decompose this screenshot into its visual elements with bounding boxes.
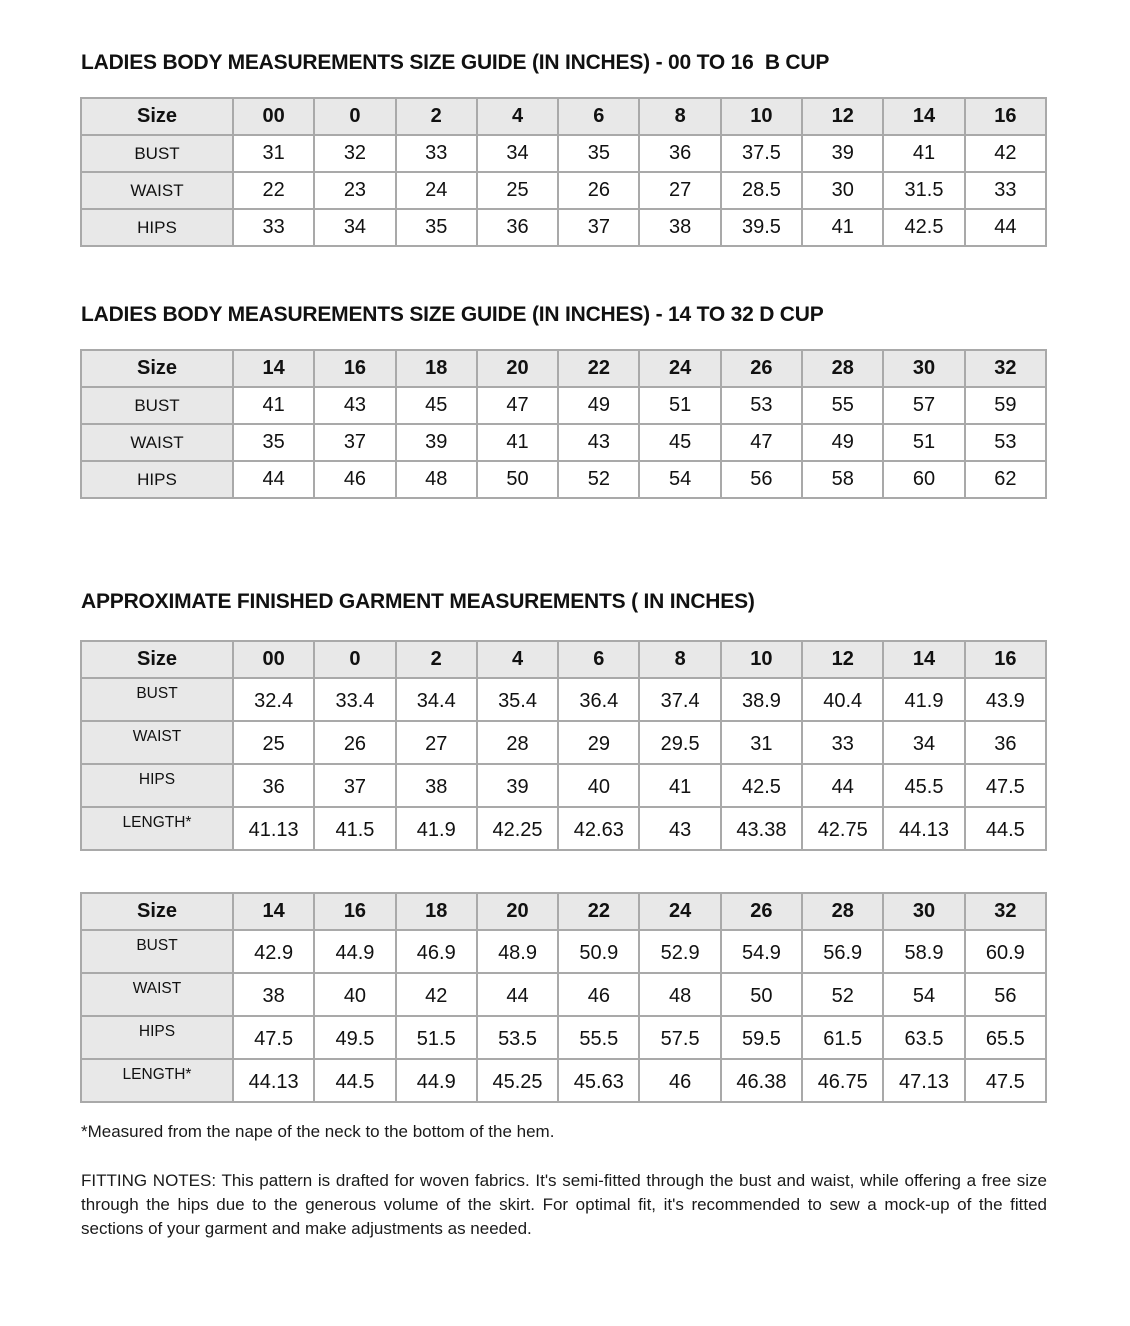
- table-row: [81, 424, 1046, 461]
- measurement-cell: 63.5: [883, 1016, 964, 1059]
- measurement-cell: 42.9: [233, 930, 314, 973]
- measurement-cell: 33: [396, 135, 477, 172]
- measurement-cell: 50.9: [558, 930, 639, 973]
- size-column-header: 14: [233, 350, 314, 387]
- measurement-cell: 56: [721, 461, 802, 498]
- table-row: [81, 1016, 1046, 1059]
- measurement-cell: 35: [396, 209, 477, 246]
- size-column-header: 14: [883, 98, 964, 135]
- measurement-cell: 26: [558, 172, 639, 209]
- measurement-cell: 34: [314, 209, 395, 246]
- measurement-cell: 54: [883, 973, 964, 1016]
- measurement-cell: 58.9: [883, 930, 964, 973]
- measurement-cell: 49: [558, 387, 639, 424]
- size-column-header: 12: [802, 98, 883, 135]
- table-row: [81, 209, 1046, 246]
- measurement-cell: 33: [233, 209, 314, 246]
- measurement-cell: 44: [965, 209, 1046, 246]
- measurement-cell: 41.5: [314, 807, 395, 850]
- measurement-cell: 51: [639, 387, 720, 424]
- measurement-cell: 38: [396, 764, 477, 807]
- measurement-cell: 31.5: [883, 172, 964, 209]
- measurement-cell: 44.5: [314, 1059, 395, 1102]
- row-label: LENGTH*: [81, 1059, 233, 1102]
- measurement-cell: 42: [396, 973, 477, 1016]
- measurement-cell: 41: [802, 209, 883, 246]
- measurement-cell: 39: [477, 764, 558, 807]
- size-column-header: 4: [477, 641, 558, 678]
- size-column-header: 16: [314, 893, 395, 930]
- measurement-cell: 42.5: [883, 209, 964, 246]
- table-row: [81, 135, 1046, 172]
- measurement-cell: 47.5: [965, 1059, 1046, 1102]
- measurement-cell: 33.4: [314, 678, 395, 721]
- measurement-cell: 29.5: [639, 721, 720, 764]
- table-row: [81, 764, 1046, 807]
- size-column-header: 2: [396, 98, 477, 135]
- size-column-header: 14: [883, 641, 964, 678]
- measurement-cell: 27: [639, 172, 720, 209]
- size-column-header: 24: [639, 350, 720, 387]
- measurement-cell: 44.5: [965, 807, 1046, 850]
- size-header-label: Size: [81, 893, 233, 930]
- measurement-cell: 50: [477, 461, 558, 498]
- measurement-cell: 53: [721, 387, 802, 424]
- measurement-cell: 43: [314, 387, 395, 424]
- section-title-body-d-cup: LADIES BODY MEASUREMENTS SIZE GUIDE (IN INCHES) - 14 TO 32 D CUP: [81, 303, 824, 326]
- measurement-cell: 45.25: [477, 1059, 558, 1102]
- measurement-cell: 29: [558, 721, 639, 764]
- measurement-cell: 38: [233, 973, 314, 1016]
- size-column-header: 14: [233, 893, 314, 930]
- measurement-cell: 47: [477, 387, 558, 424]
- table-row: [81, 1059, 1046, 1102]
- measurement-cell: 52.9: [639, 930, 720, 973]
- measurement-cell: 55: [802, 387, 883, 424]
- size-column-header: 0: [314, 98, 395, 135]
- measurement-cell: 49.5: [314, 1016, 395, 1059]
- measurement-cell: 41: [233, 387, 314, 424]
- measurement-cell: 46: [558, 973, 639, 1016]
- measurement-cell: 53.5: [477, 1016, 558, 1059]
- measurement-cell: 65.5: [965, 1016, 1046, 1059]
- measurement-cell: 52: [558, 461, 639, 498]
- measurement-cell: 44.9: [314, 930, 395, 973]
- measurement-cell: 47.5: [965, 764, 1046, 807]
- size-table-body-b-cup: [80, 97, 1047, 247]
- measurement-cell: 25: [477, 172, 558, 209]
- size-column-header: 26: [721, 350, 802, 387]
- row-label: WAIST: [81, 424, 233, 461]
- measurement-cell: 46.9: [396, 930, 477, 973]
- measurement-cell: 47.13: [883, 1059, 964, 1102]
- measurement-cell: 42.63: [558, 807, 639, 850]
- measurement-cell: 44: [477, 973, 558, 1016]
- measurement-cell: 34.4: [396, 678, 477, 721]
- measurement-cell: 42.25: [477, 807, 558, 850]
- size-column-header: 00: [233, 98, 314, 135]
- size-column-header: 12: [802, 641, 883, 678]
- measurement-cell: 56: [965, 973, 1046, 1016]
- measurement-cell: 36: [233, 764, 314, 807]
- measurement-cell: 43.38: [721, 807, 802, 850]
- measurement-cell: 36: [965, 721, 1046, 764]
- measurement-cell: 41.9: [883, 678, 964, 721]
- measurement-cell: 22: [233, 172, 314, 209]
- row-label: HIPS: [81, 461, 233, 498]
- table-row: [81, 973, 1046, 1016]
- measurement-cell: 37: [314, 764, 395, 807]
- measurement-cell: 35: [558, 135, 639, 172]
- measurement-cell: 32.4: [233, 678, 314, 721]
- measurement-cell: 37.5: [721, 135, 802, 172]
- measurement-cell: 56.9: [802, 930, 883, 973]
- size-column-header: 22: [558, 893, 639, 930]
- size-column-header: 2: [396, 641, 477, 678]
- measurement-cell: 48: [639, 973, 720, 1016]
- row-label: BUST: [81, 387, 233, 424]
- size-column-header: 24: [639, 893, 720, 930]
- measurement-cell: 43: [639, 807, 720, 850]
- row-label: BUST: [81, 930, 233, 973]
- section-title-garment: APPROXIMATE FINISHED GARMENT MEASUREMENTS ( IN INCHES): [81, 590, 755, 613]
- size-column-header: 30: [883, 893, 964, 930]
- measurement-cell: 45: [639, 424, 720, 461]
- measurement-cell: 44.13: [233, 1059, 314, 1102]
- size-column-header: 10: [721, 641, 802, 678]
- measurement-cell: 41: [477, 424, 558, 461]
- table-row: [81, 807, 1046, 850]
- size-column-header: 32: [965, 893, 1046, 930]
- measurement-cell: 59.5: [721, 1016, 802, 1059]
- measurement-cell: 37: [558, 209, 639, 246]
- measurement-cell: 37.4: [639, 678, 720, 721]
- measurement-cell: 46.75: [802, 1059, 883, 1102]
- measurement-cell: 23: [314, 172, 395, 209]
- measurement-cell: 35: [233, 424, 314, 461]
- size-column-header: 20: [477, 893, 558, 930]
- measurement-cell: 41: [883, 135, 964, 172]
- measurement-cell: 45.63: [558, 1059, 639, 1102]
- row-label: WAIST: [81, 172, 233, 209]
- measurement-cell: 28.5: [721, 172, 802, 209]
- size-column-header: 18: [396, 893, 477, 930]
- measurement-cell: 44: [233, 461, 314, 498]
- row-label: HIPS: [81, 209, 233, 246]
- measurement-cell: 48.9: [477, 930, 558, 973]
- measurement-cell: 39: [396, 424, 477, 461]
- measurement-cell: 46.38: [721, 1059, 802, 1102]
- measurement-cell: 46: [314, 461, 395, 498]
- measurement-cell: 46: [639, 1059, 720, 1102]
- table-row: [81, 678, 1046, 721]
- measurement-cell: 44: [802, 764, 883, 807]
- size-table-body-d-cup: [80, 349, 1047, 499]
- measurement-cell: 41.9: [396, 807, 477, 850]
- measurement-cell: 54: [639, 461, 720, 498]
- measurement-cell: 43: [558, 424, 639, 461]
- size-column-header: 4: [477, 98, 558, 135]
- table-row: [81, 721, 1046, 764]
- measurement-cell: 39.5: [721, 209, 802, 246]
- fitting-notes: FITTING NOTES: This pattern is drafted for woven fabrics. It's semi-fitted through the bust and waist, while offering a free size through the hips due to the generous volume of the skirt. For optimal fit, it's recommended to sew a mock-up of the fitted sections of your garment and make adjustments as needed.: [81, 1171, 1047, 1238]
- measurement-cell: 51: [883, 424, 964, 461]
- measurement-cell: 41.13: [233, 807, 314, 850]
- measurement-cell: 60.9: [965, 930, 1046, 973]
- size-column-header: 00: [233, 641, 314, 678]
- measurement-cell: 39: [802, 135, 883, 172]
- size-table-garment-14-32: [80, 892, 1047, 1103]
- measurement-cell: 49: [802, 424, 883, 461]
- measurement-cell: 36: [639, 135, 720, 172]
- measurement-cell: 36.4: [558, 678, 639, 721]
- row-label: BUST: [81, 135, 233, 172]
- measurement-cell: 34: [477, 135, 558, 172]
- measurement-cell: 38: [639, 209, 720, 246]
- table-row: [81, 461, 1046, 498]
- size-header-label: Size: [81, 98, 233, 135]
- measurement-cell: 24: [396, 172, 477, 209]
- section-title-body-b-cup: LADIES BODY MEASUREMENTS SIZE GUIDE (IN INCHES) - 00 TO 16 B CUP: [81, 51, 830, 74]
- measurement-cell: 37: [314, 424, 395, 461]
- measurement-cell: 32: [314, 135, 395, 172]
- measurement-cell: 62: [965, 461, 1046, 498]
- measurement-cell: 43.9: [965, 678, 1046, 721]
- measurement-cell: 38.9: [721, 678, 802, 721]
- row-label: LENGTH*: [81, 807, 233, 850]
- measurement-cell: 35.4: [477, 678, 558, 721]
- size-column-header: 6: [558, 641, 639, 678]
- measurement-cell: 52: [802, 973, 883, 1016]
- measurement-cell: 51.5: [396, 1016, 477, 1059]
- size-column-header: 16: [314, 350, 395, 387]
- table-row: [81, 387, 1046, 424]
- size-column-header: 28: [802, 893, 883, 930]
- size-column-header: 26: [721, 893, 802, 930]
- size-column-header: 18: [396, 350, 477, 387]
- size-column-header: 8: [639, 98, 720, 135]
- measurement-cell: 27: [396, 721, 477, 764]
- row-label: WAIST: [81, 973, 233, 1016]
- measurement-cell: 47.5: [233, 1016, 314, 1059]
- measurement-cell: 59: [965, 387, 1046, 424]
- measurement-cell: 25: [233, 721, 314, 764]
- row-label: HIPS: [81, 1016, 233, 1059]
- measurement-cell: 40.4: [802, 678, 883, 721]
- measurement-cell: 60: [883, 461, 964, 498]
- header-row: [81, 893, 1046, 930]
- measurement-cell: 40: [558, 764, 639, 807]
- measurement-cell: 28: [477, 721, 558, 764]
- size-column-header: 32: [965, 350, 1046, 387]
- measurement-cell: 48: [396, 461, 477, 498]
- measurement-cell: 57.5: [639, 1016, 720, 1059]
- size-column-header: 8: [639, 641, 720, 678]
- measurement-cell: 31: [721, 721, 802, 764]
- table-row: [81, 930, 1046, 973]
- size-column-header: 22: [558, 350, 639, 387]
- measurement-cell: 42.75: [802, 807, 883, 850]
- measurement-cell: 33: [802, 721, 883, 764]
- table-row: [81, 172, 1046, 209]
- size-table-garment-00-16: [80, 640, 1047, 851]
- row-label: WAIST: [81, 721, 233, 764]
- header-row: [81, 98, 1046, 135]
- size-header-label: Size: [81, 641, 233, 678]
- measurement-cell: 44.9: [396, 1059, 477, 1102]
- measurement-cell: 61.5: [802, 1016, 883, 1059]
- measurement-cell: 47: [721, 424, 802, 461]
- measurement-cell: 26: [314, 721, 395, 764]
- measurement-cell: 53: [965, 424, 1046, 461]
- header-row: [81, 641, 1046, 678]
- measurement-cell: 34: [883, 721, 964, 764]
- footnote: *Measured from the nape of the neck to the bottom of the hem.: [81, 1122, 555, 1141]
- size-column-header: 16: [965, 641, 1046, 678]
- size-column-header: 28: [802, 350, 883, 387]
- row-label: HIPS: [81, 764, 233, 807]
- measurement-cell: 40: [314, 973, 395, 1016]
- measurement-cell: 57: [883, 387, 964, 424]
- measurement-cell: 30: [802, 172, 883, 209]
- header-row: [81, 350, 1046, 387]
- measurement-cell: 54.9: [721, 930, 802, 973]
- measurement-cell: 33: [965, 172, 1046, 209]
- measurement-cell: 31: [233, 135, 314, 172]
- size-column-header: 16: [965, 98, 1046, 135]
- measurement-cell: 55.5: [558, 1016, 639, 1059]
- measurement-cell: 41: [639, 764, 720, 807]
- size-column-header: 30: [883, 350, 964, 387]
- size-column-header: 0: [314, 641, 395, 678]
- measurement-cell: 44.13: [883, 807, 964, 850]
- measurement-cell: 36: [477, 209, 558, 246]
- row-label: BUST: [81, 678, 233, 721]
- measurement-cell: 45: [396, 387, 477, 424]
- size-column-header: 6: [558, 98, 639, 135]
- size-column-header: 20: [477, 350, 558, 387]
- measurement-cell: 50: [721, 973, 802, 1016]
- measurement-cell: 45.5: [883, 764, 964, 807]
- measurement-cell: 42: [965, 135, 1046, 172]
- measurement-cell: 42.5: [721, 764, 802, 807]
- size-column-header: 10: [721, 98, 802, 135]
- measurement-cell: 58: [802, 461, 883, 498]
- size-header-label: Size: [81, 350, 233, 387]
